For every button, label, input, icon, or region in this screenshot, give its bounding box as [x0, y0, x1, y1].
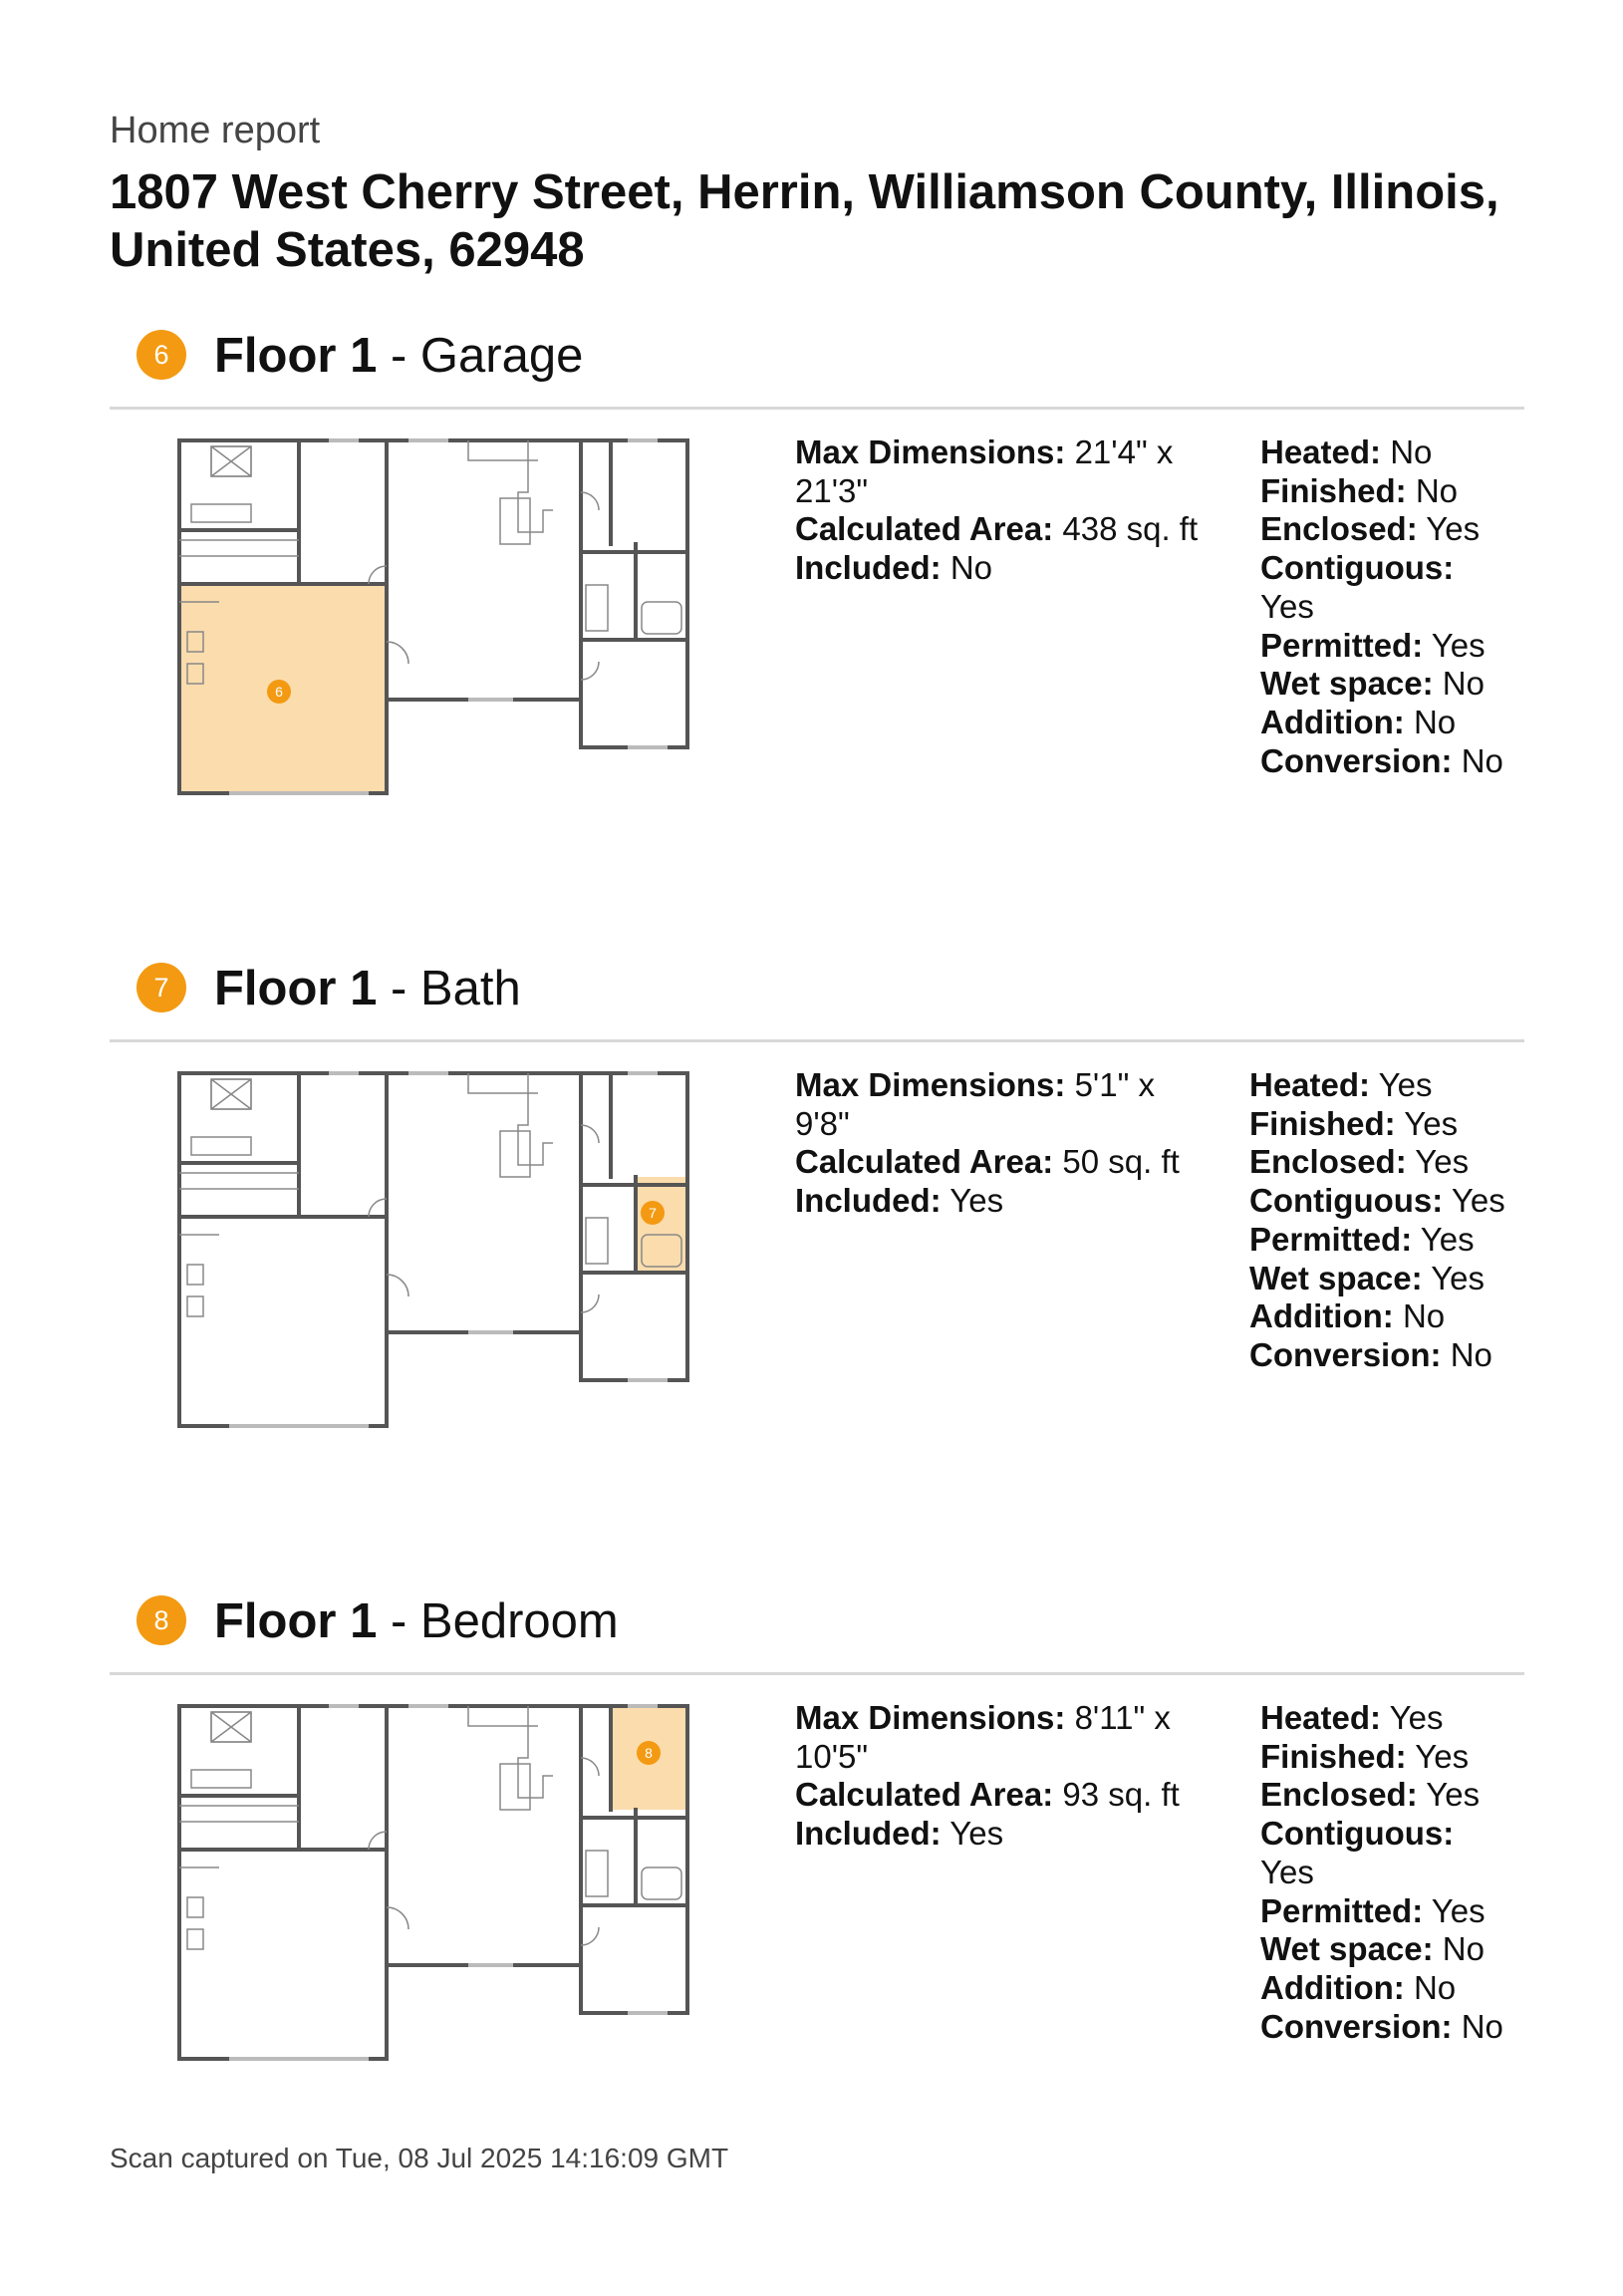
spec-value: 93 sq. ft [1062, 1776, 1180, 1814]
title-separator: - [377, 329, 420, 383]
spec-label: Calculated Area: [795, 510, 1054, 548]
title-separator: - [377, 1594, 420, 1648]
section-title [214, 1586, 619, 1656]
section-title [214, 954, 521, 1023]
room-section-bath [0, 954, 1623, 1572]
attr-label: Heated: [1260, 1699, 1382, 1736]
attr-label: Conversion: [1249, 1335, 1442, 1373]
floor-plan [169, 432, 707, 801]
door-swing [581, 1927, 599, 1945]
door-swing [369, 1199, 387, 1217]
attr-value: Yes [1420, 1220, 1475, 1258]
attr-label: Addition: [1249, 1297, 1394, 1335]
attr-value: No [1390, 433, 1433, 470]
fixture-line [518, 1706, 553, 1798]
attr-label: Permitted: [1260, 626, 1424, 664]
garage-shelf [187, 1265, 203, 1285]
attr-label: Addition: [1260, 703, 1405, 740]
spec-value: 21'4" x 21'3" [795, 433, 1174, 509]
attr-label: Addition: [1260, 1968, 1405, 2006]
room-number-badge-label: 7 [649, 1205, 657, 1221]
floor-plan [169, 1698, 707, 2067]
attr-label: Contiguous: [1249, 1182, 1444, 1220]
attr-label: Finished: [1260, 1737, 1407, 1775]
attr-label: Permitted: [1249, 1220, 1413, 1258]
closet-shelf [586, 585, 608, 631]
attr-label: Contiguous: [1260, 549, 1455, 587]
attr-value: Yes [1415, 1143, 1470, 1181]
closet-shelf [586, 1851, 608, 1896]
room-number-badge: 7 [136, 963, 186, 1012]
bathtub [642, 602, 681, 634]
door-swing [581, 1758, 599, 1776]
title-separator: - [377, 962, 420, 1015]
attr-label: Contiguous: [1260, 1815, 1455, 1853]
attr-label: Finished: [1260, 471, 1407, 509]
attr-value: No [1402, 1297, 1446, 1335]
room-section-garage [0, 321, 1623, 939]
attr-value: Yes [1426, 1776, 1481, 1814]
spec-label: Calculated Area: [795, 1776, 1054, 1814]
kitchen-island [500, 1764, 530, 1810]
spec-value: Yes [949, 1182, 1004, 1220]
floor-label: Floor 1 [214, 1594, 378, 1648]
fixture-line [518, 1073, 553, 1165]
floor-label: Floor 1 [214, 329, 378, 383]
room-number-badge-label: 6 [275, 684, 283, 700]
property-address: 1807 West Cherry Street, Herrin, Williamson County, Illinois, United States, 62948 [110, 165, 1499, 277]
vanity [191, 1137, 251, 1155]
attr-label: Permitted: [1260, 1891, 1424, 1929]
spec-label: Included: [795, 1815, 942, 1853]
spec-label: Max Dimensions: [795, 433, 1066, 470]
spec-value: No [949, 549, 993, 587]
attr-label: Conversion: [1260, 741, 1453, 779]
scan-timestamp: Scan captured on Tue, 08 Jul 2025 14:16:09 GMT [110, 2143, 729, 2173]
spec-label: Included: [795, 549, 942, 587]
attr-label: Heated: [1260, 433, 1382, 470]
garage-shelf [187, 1296, 203, 1316]
room-name: Bath [419, 962, 521, 1015]
attr-value: Yes [1451, 1182, 1505, 1220]
room-measurements [795, 1066, 1214, 1221]
fixture-line [518, 440, 553, 532]
attr-value: Yes [1431, 1259, 1486, 1296]
section-header [110, 954, 1524, 1042]
spec-value: 5'1" x 9'8" [795, 1066, 1155, 1142]
bathtub [642, 1867, 681, 1899]
room-measurements [795, 433, 1214, 588]
attr-value: No [1413, 1968, 1457, 2006]
attr-value: No [1415, 471, 1459, 509]
spec-label: Max Dimensions: [795, 1699, 1066, 1736]
kitchen-island [500, 1131, 530, 1177]
spec-value: 438 sq. ft [1062, 510, 1199, 548]
room-name: Bedroom [419, 1594, 619, 1648]
room-attributes [1249, 1066, 1538, 1375]
attr-value: No [1442, 665, 1485, 703]
highlighted-room [636, 1177, 687, 1273]
door-swing [387, 1907, 408, 1929]
attr-value: Yes [1260, 1853, 1314, 1890]
door-swing [387, 642, 408, 664]
door-swing [369, 566, 387, 584]
attr-value: No [1461, 741, 1503, 779]
vanity [191, 1770, 251, 1788]
room-name: Garage [419, 329, 584, 383]
attr-value: Yes [1260, 587, 1314, 625]
attr-value: No [1442, 1930, 1485, 1968]
door-swing [581, 662, 599, 680]
garage-shelf [187, 1929, 203, 1949]
attr-label: Wet space: [1260, 1930, 1434, 1968]
attr-value: Yes [1378, 1066, 1433, 1103]
room-attributes [1260, 1699, 1509, 2046]
attr-value: No [1461, 2007, 1503, 2045]
attr-label: Conversion: [1260, 2007, 1453, 2045]
door-swing [387, 1275, 408, 1296]
attr-value: No [1413, 703, 1457, 740]
attr-label: Finished: [1249, 1104, 1396, 1142]
room-number-badge: 6 [136, 330, 186, 380]
spec-value: 8'11" x 10'5" [795, 1699, 1171, 1775]
attr-value: Yes [1389, 1699, 1444, 1736]
door-swing [581, 1294, 599, 1312]
section-header [110, 321, 1524, 410]
door-swing [581, 492, 599, 510]
attr-value: No [1450, 1335, 1492, 1373]
section-title [214, 321, 583, 391]
door-swing [369, 1832, 387, 1850]
room-section-bedroom [0, 1586, 1623, 2204]
attr-label: Enclosed: [1260, 510, 1418, 548]
floor-label: Floor 1 [214, 962, 378, 1015]
attr-value: Yes [1415, 1737, 1470, 1775]
attr-label: Enclosed: [1249, 1143, 1407, 1181]
attr-label: Enclosed: [1260, 1776, 1418, 1814]
kitchen-island [500, 498, 530, 544]
room-measurements [795, 1699, 1214, 1854]
floor-plan [169, 1065, 707, 1434]
door-swing [581, 1125, 599, 1143]
garage-shelf [187, 1897, 203, 1917]
attr-value: Yes [1431, 1891, 1486, 1929]
attr-label: Wet space: [1249, 1259, 1423, 1296]
spec-value: Yes [949, 1815, 1004, 1853]
room-attributes [1260, 433, 1509, 780]
vanity [191, 504, 251, 522]
attr-value: Yes [1404, 1104, 1459, 1142]
closet-shelf [586, 1218, 608, 1264]
room-number-badge-label: 8 [645, 1745, 653, 1761]
attr-value: Yes [1426, 510, 1481, 548]
report-kicker: Home report [110, 110, 321, 151]
spec-value: 50 sq. ft [1062, 1143, 1180, 1181]
spec-label: Included: [795, 1182, 942, 1220]
room-number-badge: 8 [136, 1595, 186, 1645]
attr-label: Wet space: [1260, 665, 1434, 703]
section-header [110, 1586, 1524, 1675]
attr-label: Heated: [1249, 1066, 1371, 1103]
spec-label: Max Dimensions: [795, 1066, 1066, 1103]
attr-value: Yes [1431, 626, 1486, 664]
spec-label: Calculated Area: [795, 1143, 1054, 1181]
